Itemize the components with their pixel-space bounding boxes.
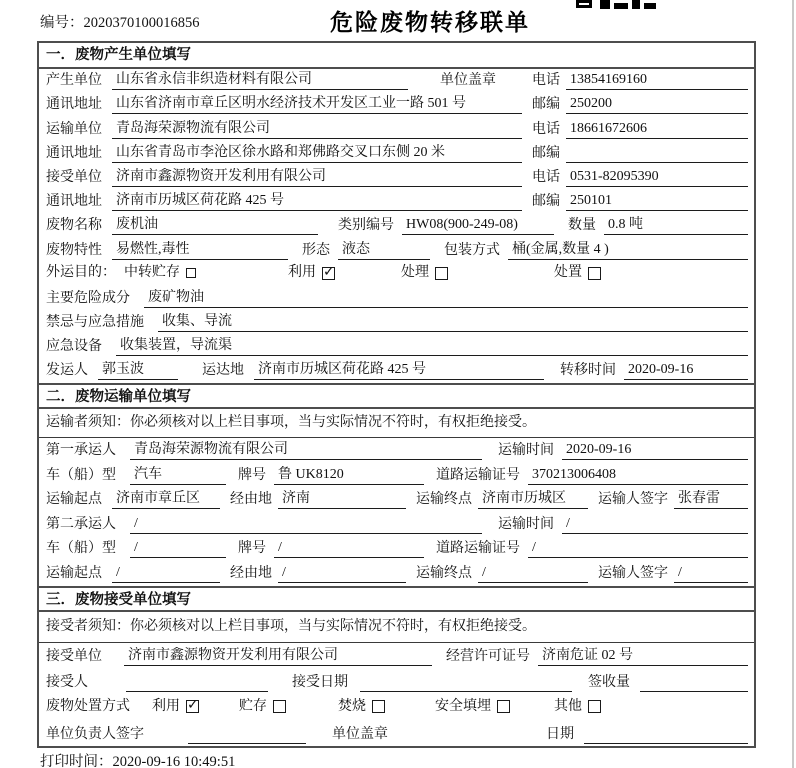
- serial-number-line: [40, 11, 200, 32]
- license2-label: 道路运输证号: [436, 541, 520, 557]
- packing-label: 包装方式: [444, 242, 500, 258]
- qr-code-fragment-icon: [576, 0, 656, 9]
- phone1-label: 电话: [532, 73, 560, 89]
- hazard-label: 主要危险成分: [46, 290, 130, 306]
- row-waste-character: [39, 238, 754, 262]
- quantity-label: 数量: [568, 218, 596, 234]
- row-first-vehicle: [39, 463, 754, 488]
- time1-value: 2020-09-16: [562, 441, 748, 460]
- waste-name-label: 废物名称: [46, 218, 102, 234]
- signed-amount-value: [640, 674, 748, 692]
- packing-value: 桶(金属,数量 4 ): [508, 241, 748, 260]
- row-emergency-equipment: [39, 335, 754, 359]
- producer-value: 山东省永信非织造材料有限公司: [112, 71, 408, 90]
- transporter-value: 青岛海荣源物流有限公司: [112, 120, 522, 139]
- row-transport-address: [39, 142, 754, 166]
- origin1-label: 运输起点: [46, 492, 102, 508]
- serial-label: 编号：: [40, 15, 84, 31]
- phone2-value: 18661672606: [566, 120, 748, 139]
- origin2-value: /: [112, 564, 220, 583]
- permit-value: 济南危证 02 号: [538, 647, 748, 666]
- addr3-value: 济南市历城区荷花路 425 号: [112, 192, 522, 211]
- receive-date-value: [360, 674, 572, 692]
- origin2-label: 运输起点: [46, 566, 102, 581]
- zip2-label: 邮编: [532, 145, 560, 161]
- end1-value: 济南市历城区: [478, 490, 588, 509]
- date2-value: [584, 726, 748, 744]
- row-receive-person: [39, 669, 754, 695]
- carrier1-value: 青岛海荣源物流有限公司: [130, 441, 482, 460]
- zip1-value: 250200: [566, 95, 748, 114]
- time2-label: 运输时间: [498, 516, 554, 532]
- vehicle2-value: /: [130, 539, 226, 558]
- page-edge-line: [792, 0, 794, 768]
- carrier2-value: /: [130, 515, 482, 534]
- form-label: 形态: [302, 242, 330, 258]
- disposal-utilize-checkbox: [186, 700, 199, 713]
- unit-stamp-label: 单位盖章: [440, 73, 496, 89]
- destination-value: 济南市历城区荷花路 425 号: [254, 361, 544, 380]
- receive-unit-label: 接受单位: [46, 649, 102, 664]
- row-transporter-notice: [39, 409, 754, 438]
- addr1-label: 通讯地址: [46, 97, 102, 113]
- purpose-option-transfer-storage: 中转贮存: [124, 264, 196, 282]
- row-transport-unit: [39, 117, 754, 141]
- receiver-unit-value: 济南市鑫源物资开发利用有限公司: [112, 168, 522, 187]
- section2-title: 二．废物运输单位填写: [39, 383, 754, 409]
- plate1-value: 鲁 UK8120: [274, 466, 424, 485]
- receiver-notice-text: 接受者须知：你必须核对以上栏目事项，当与实际情况不符时，有权拒绝接受。: [46, 619, 536, 634]
- date2-label: 日期: [546, 727, 574, 742]
- time1-label: 运输时间: [498, 443, 554, 459]
- section3-title: 三．废物接受单位填写: [39, 586, 754, 612]
- row-second-carrier: [39, 512, 754, 537]
- permit-label: 经营许可证号: [446, 649, 530, 664]
- receiver-unit-label: 接受单位: [46, 169, 102, 185]
- origin1-value: 济南市章丘区: [112, 490, 220, 509]
- taboo-label: 禁忌与应急措施: [46, 315, 144, 331]
- disposal-incinerate-checkbox: [372, 700, 385, 713]
- disposal-label: 废物处置方式: [46, 698, 130, 714]
- transporter-label: 运输单位: [46, 121, 102, 137]
- manifest-form: [37, 41, 756, 748]
- taboo-value: 收集、导流: [158, 313, 748, 332]
- row-waste-name: [39, 214, 754, 238]
- purpose-label: 外运目的：: [46, 265, 116, 281]
- addr1-value: 山东省济南市章丘区明水经济技术开发区工业一路 501 号: [112, 95, 522, 114]
- disposal-option-landfill: 安全填埋: [435, 698, 510, 716]
- receive-person-value: [126, 674, 268, 692]
- row-manager-sign: [39, 721, 754, 747]
- via1-label: 经由地: [230, 492, 272, 508]
- addr2-label: 通讯地址: [46, 145, 102, 161]
- character-label: 废物特性: [46, 242, 102, 258]
- category-value: HW08(900-249-08): [402, 216, 554, 235]
- phone1-value: 13854169160: [566, 71, 748, 90]
- disposal-storage-checkbox: [273, 700, 286, 713]
- addr2-value: 山东省青岛市李沧区徐水路和郑佛路交叉口东侧 20 米: [112, 144, 522, 163]
- waste-name-value: 废机油: [112, 216, 318, 235]
- row-second-route: [39, 561, 754, 586]
- receive-date-label: 接受日期: [292, 675, 348, 690]
- end1-label: 运输终点: [416, 492, 472, 508]
- quantity-value: 0.8 吨: [604, 216, 748, 235]
- row-receive-unit-s3: [39, 643, 754, 669]
- end2-value: /: [478, 564, 588, 583]
- sign2-value: /: [674, 564, 748, 583]
- sign2-label: 运输人签字: [598, 566, 668, 581]
- plate2-label: 牌号: [238, 541, 266, 557]
- time2-value: /: [562, 515, 748, 534]
- vehicle2-label: 车（船）型: [46, 541, 116, 557]
- via1-value: 济南: [278, 490, 406, 509]
- manager-sign-value: [188, 726, 306, 744]
- sign1-label: 运输人签字: [598, 492, 668, 508]
- license2-value: /: [528, 539, 748, 558]
- sign1-value: 张春雷: [674, 490, 748, 509]
- zip3-value: 250101: [566, 192, 748, 211]
- utilize-checkbox: [322, 267, 335, 280]
- row-second-vehicle: [39, 537, 754, 562]
- category-label: 类别编号: [338, 218, 394, 234]
- row-producer-address: [39, 93, 754, 117]
- transfer-storage-checkbox: [186, 268, 196, 278]
- purpose-option-treat: 处理: [401, 264, 448, 282]
- phone3-value: 0531-82095390: [566, 168, 748, 187]
- phone2-label: 电话: [532, 121, 560, 137]
- unit-stamp2-label: 单位盖章: [332, 727, 388, 742]
- row-receive-address: [39, 190, 754, 214]
- character-value: 易燃性,毒性: [112, 241, 288, 260]
- row-producer-unit: [39, 69, 754, 93]
- zip1-label: 邮编: [532, 97, 560, 113]
- row-receiver-notice: [39, 612, 754, 643]
- phone3-label: 电话: [532, 169, 560, 185]
- serial-value: 2020370100016856: [83, 15, 200, 31]
- sender-value: 郭玉波: [98, 361, 178, 380]
- disposal-option-utilize: 利用 ✓: [152, 698, 199, 716]
- form-value: 液态: [338, 241, 430, 260]
- addr3-label: 通讯地址: [46, 194, 102, 210]
- purpose-option-utilize: 利用 ✓: [288, 264, 335, 282]
- treat-checkbox: [435, 267, 448, 280]
- disposal-other-checkbox: [588, 700, 601, 713]
- receive-unit-value: 济南市鑫源物资开发利用有限公司: [124, 647, 432, 666]
- row-taboo-measures: [39, 311, 754, 335]
- disposal-option-incinerate: 焚烧: [338, 698, 385, 716]
- plate1-label: 牌号: [238, 467, 266, 483]
- transfer-date-value: 2020-09-16: [624, 361, 748, 380]
- plate2-value: /: [274, 539, 424, 558]
- vehicle1-label: 车（船）型: [46, 467, 116, 483]
- disposal-option-storage: 贮存: [239, 698, 286, 716]
- via2-label: 经由地: [230, 566, 272, 581]
- transporter-notice-text: 运输者须知：你必须核对以上栏目事项，当与实际情况不符时，有权拒绝接受。: [46, 415, 536, 431]
- via2-value: /: [278, 564, 406, 583]
- row-hazard-component: [39, 287, 754, 311]
- signed-amount-label: 签收量: [588, 675, 630, 690]
- row-first-route: [39, 488, 754, 513]
- manager-sign-label: 单位负责人签字: [46, 727, 144, 742]
- page-title: 危险废物转移联单: [330, 9, 530, 35]
- zip2-value: [566, 145, 748, 163]
- dispose-checkbox: [588, 267, 601, 280]
- transfer-date-label: 转移时间: [560, 363, 616, 379]
- disposal-landfill-checkbox: [497, 700, 510, 713]
- license1-value: 370213006408: [528, 466, 748, 485]
- carrier1-label: 第一承运人: [46, 443, 116, 459]
- row-receive-unit: [39, 166, 754, 190]
- carrier2-label: 第二承运人: [46, 516, 116, 532]
- row-sender: [39, 359, 754, 383]
- vehicle1-value: 汽车: [130, 466, 226, 485]
- end2-label: 运输终点: [416, 566, 472, 581]
- row-disposal-method: [39, 695, 754, 721]
- row-first-carrier: [39, 438, 754, 463]
- print-time-line: [40, 750, 235, 768]
- producer-label: 产生单位: [46, 73, 102, 89]
- row-purpose: [39, 263, 754, 287]
- hazard-value: 废矿物油: [144, 289, 748, 308]
- equipment-label: 应急设备: [46, 339, 102, 355]
- destination-label: 运达地: [202, 363, 244, 379]
- zip3-label: 邮编: [532, 194, 560, 210]
- receive-person-label: 接受人: [46, 675, 88, 690]
- license1-label: 道路运输证号: [436, 467, 520, 483]
- print-time-label: 打印时间：: [40, 754, 113, 768]
- equipment-value: 收集装置，导流渠: [116, 337, 748, 356]
- section1-title: 一．废物产生单位填写: [39, 43, 754, 69]
- disposal-option-other: 其他: [554, 698, 601, 716]
- sender-label: 发运人: [46, 363, 88, 379]
- print-time-value: 2020-09-16 10:49:51: [112, 754, 236, 768]
- purpose-option-dispose: 处置: [554, 264, 601, 282]
